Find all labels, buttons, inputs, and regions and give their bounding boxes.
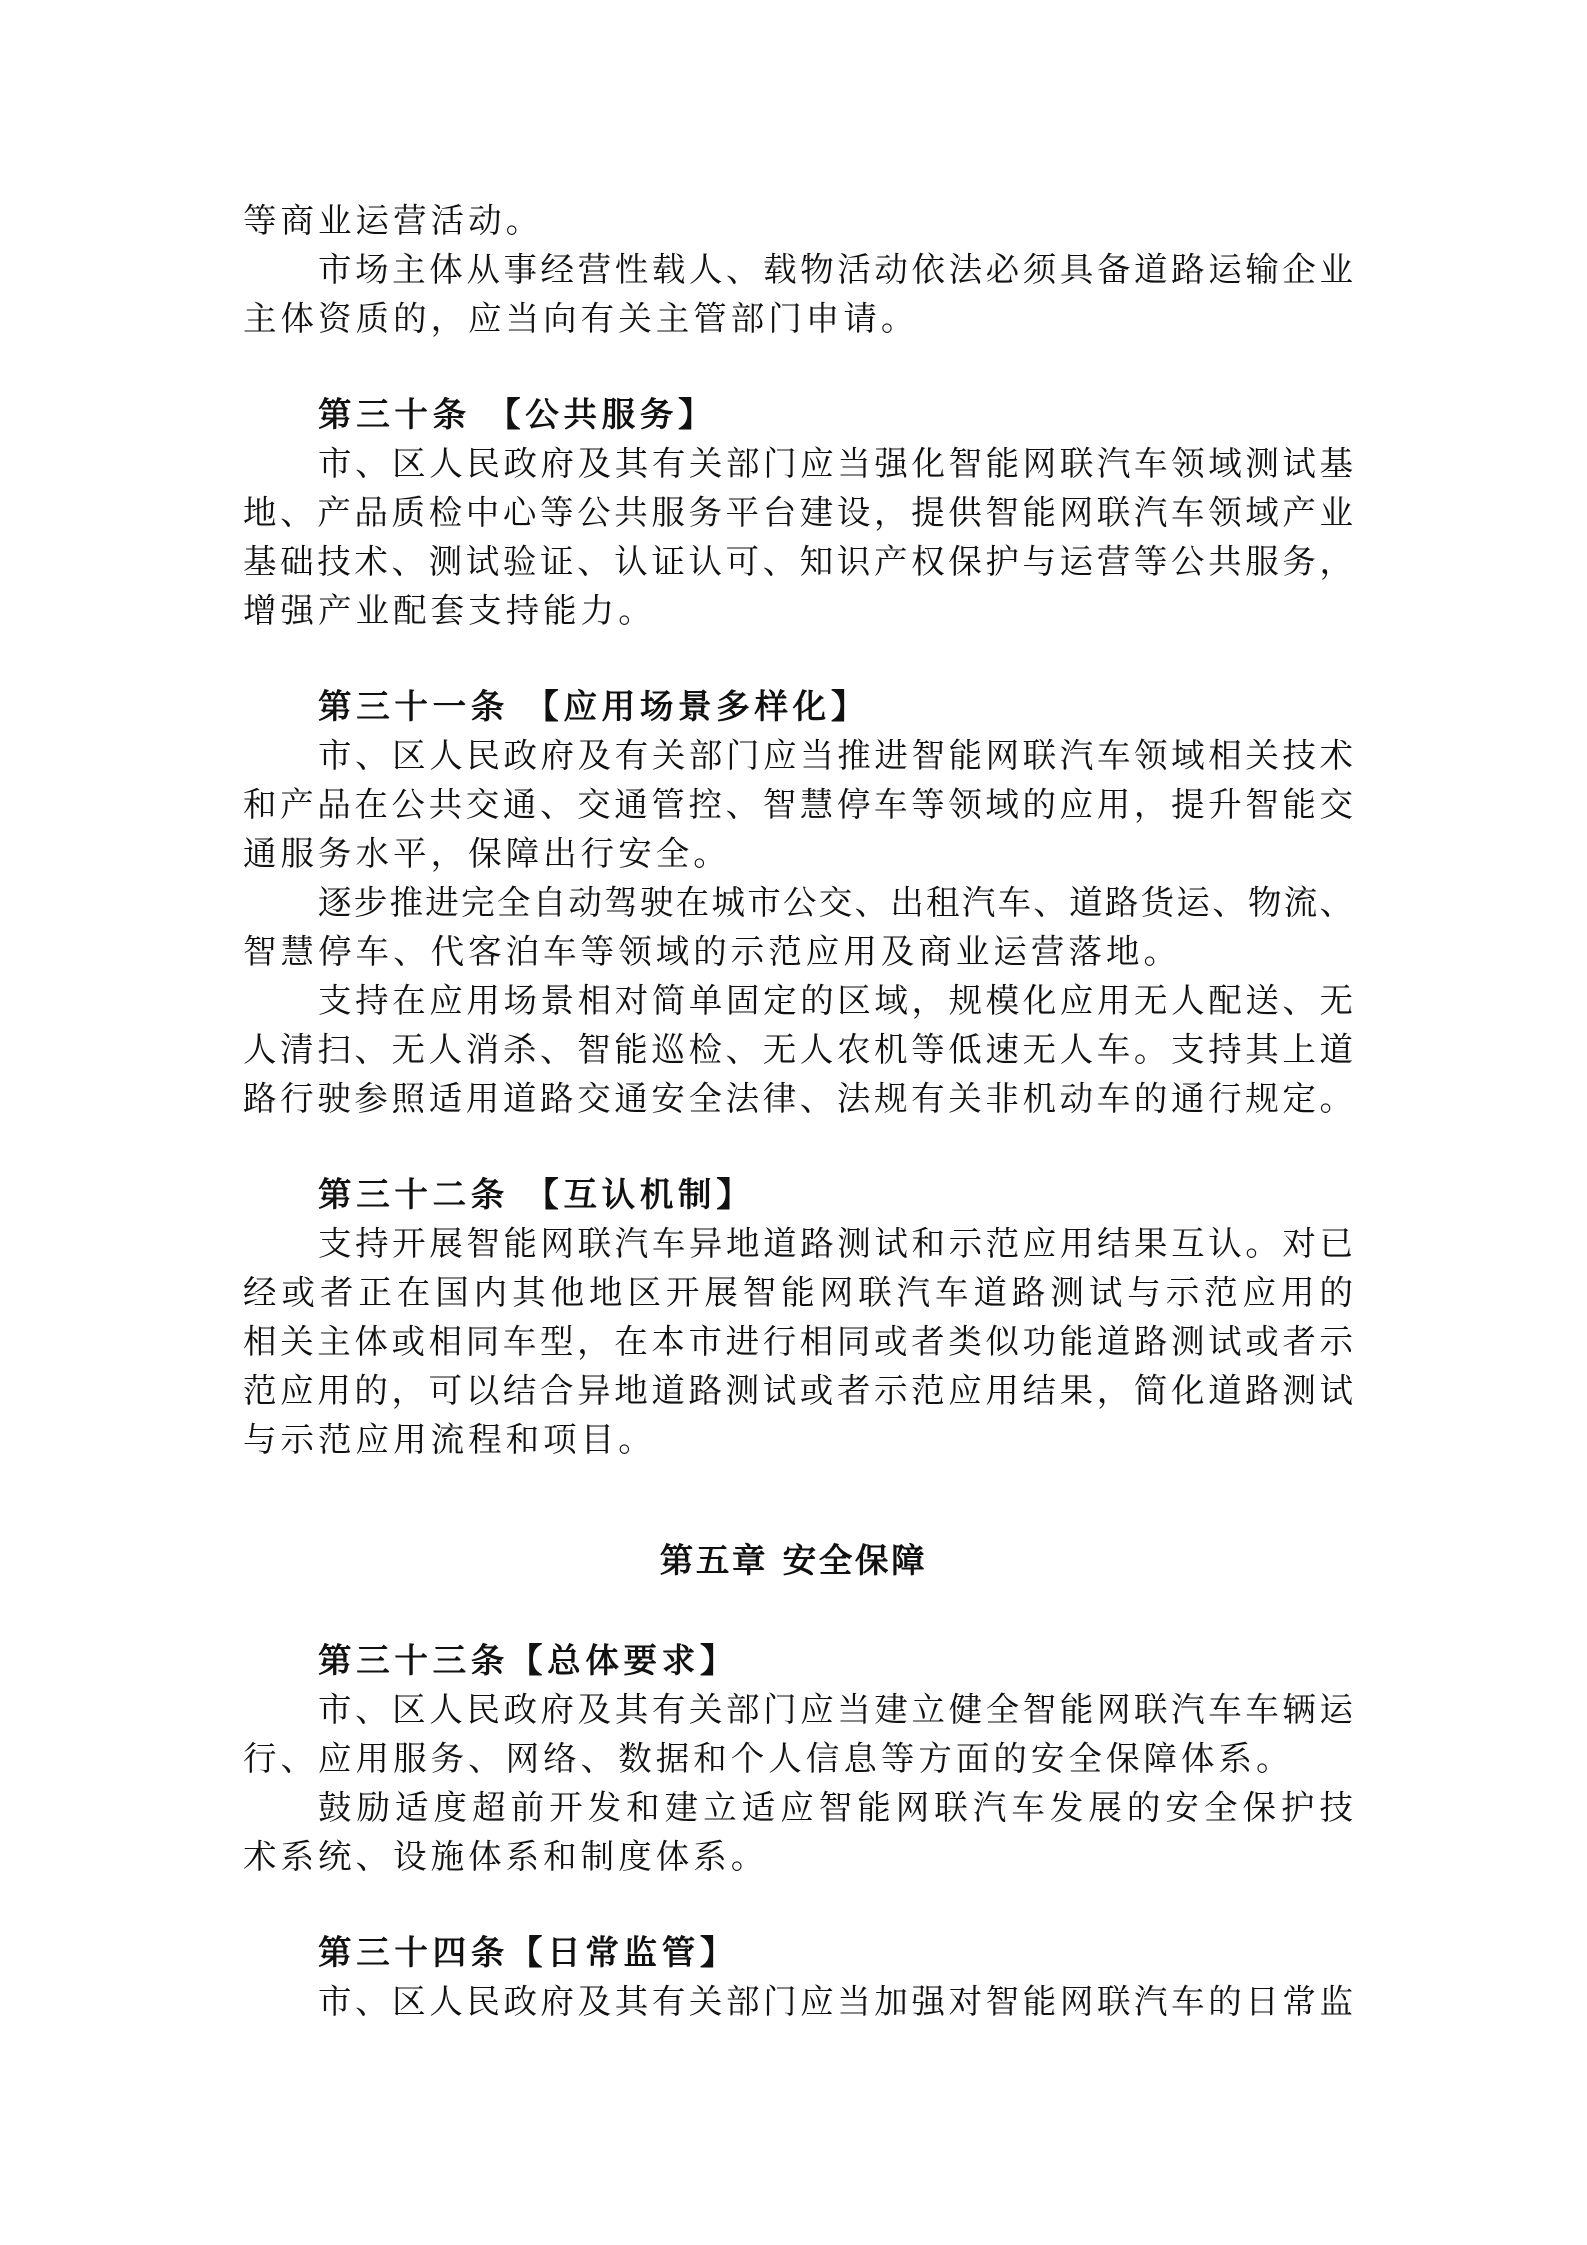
article-33-heading: 第三十三条【总体要求】: [318, 1641, 739, 1680]
article-33-line-1: 市、区人民政府及其有关部门应当建立健全智能网联汽车车辆运: [318, 1690, 1353, 1729]
chapter-title: 第五章 安全保障: [659, 1541, 928, 1580]
article-31-line-7: 人清扫、无人消杀、智能巡检、无人农机等低速无人车。支持其上道: [243, 1030, 1353, 1069]
intro-line-1: 等商业运营活动。: [243, 201, 544, 240]
article-30-heading: 第三十条 【公共服务】: [318, 395, 717, 434]
article-31-line-5: 智慧停车、代客泊车等领域的示范应用及商业运营落地。: [243, 932, 1181, 971]
article-30-line-2: 地、产品质检中心等公共服务平台建设，提供智能网联汽车领域产业: [243, 493, 1353, 532]
article-32-line-1: 支持开展智能网联汽车异地道路测试和示范应用结果互认。对已: [318, 1224, 1353, 1263]
article-32-heading: 第三十二条 【互认机制】: [318, 1175, 755, 1214]
article-31-heading: 第三十一条 【应用场景多样化】: [318, 687, 870, 726]
article-34-line-1: 市、区人民政府及其有关部门应当加强对智能网联汽车的日常监: [318, 1982, 1353, 2021]
article-34-heading: 第三十四条【日常监管】: [318, 1933, 739, 1972]
article-31-line-3: 通服务水平，保障出行安全。: [243, 834, 731, 873]
intro-line-2: 市场主体从事经营性载人、载物活动依法必须具备道路运输企业: [318, 250, 1353, 289]
article-31-line-8: 路行驶参照适用道路交通安全法律、法规有关非机动车的通行规定。: [243, 1079, 1353, 1118]
article-30-line-3: 基础技术、测试验证、认证认可、知识产权保护与运营等公共服务，: [243, 542, 1353, 581]
article-33-line-2: 行、应用服务、网络、数据和个人信息等方面的安全保障体系。: [243, 1739, 1294, 1778]
article-33-line-4: 术系统、设施体系和制度体系。: [243, 1837, 769, 1876]
article-31-line-6: 支持在应用场景相对简单固定的区域，规模化应用无人配送、无: [318, 981, 1353, 1020]
article-30-line-1: 市、区人民政府及其有关部门应当强化智能网联汽车领域测试基: [318, 444, 1353, 483]
article-31-line-4: 逐步推进完全自动驾驶在城市公交、出租汽车、道路货运、物流、: [318, 883, 1353, 922]
article-32-line-4: 范应用的，可以结合异地道路测试或者示范应用结果，简化道路测试: [243, 1371, 1353, 1410]
article-32-line-3: 相关主体或相同车型，在本市进行相同或者类似功能道路测试或者示: [243, 1322, 1353, 1361]
intro-line-3: 主体资质的，应当向有关主管部门申请。: [243, 299, 919, 338]
article-30-line-4: 增强产业配套支持能力。: [243, 591, 656, 630]
article-31-line-2: 和产品在公共交通、交通管控、智慧停车等领域的应用，提升智能交: [243, 785, 1353, 824]
article-33-line-3: 鼓励适度超前开发和建立适应智能网联汽车发展的安全保护技: [318, 1788, 1353, 1827]
article-31-line-1: 市、区人民政府及有关部门应当推进智能网联汽车领域相关技术: [318, 736, 1353, 775]
article-32-line-2: 经或者正在国内其他地区开展智能网联汽车道路测试与示范应用的: [243, 1273, 1353, 1312]
article-32-line-5: 与示范应用流程和项目。: [243, 1420, 656, 1459]
